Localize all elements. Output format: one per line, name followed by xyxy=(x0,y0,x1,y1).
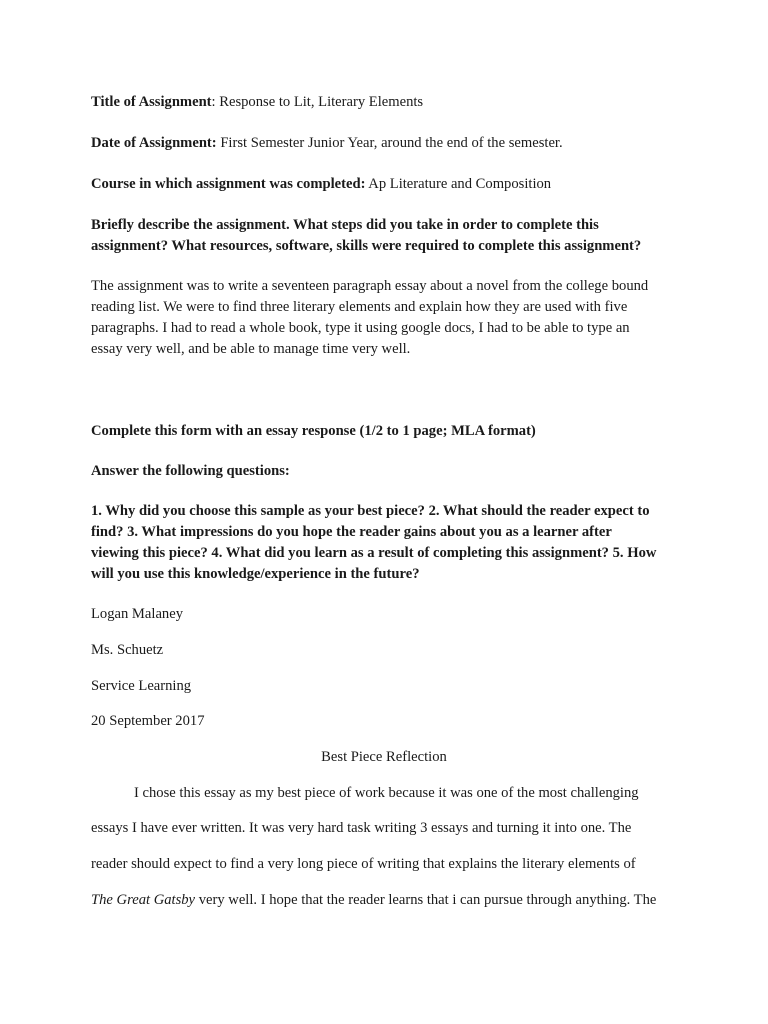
assignment-title-label: Title of Assignment xyxy=(91,94,212,110)
assignment-course-label: Course in which assignment was completed: xyxy=(91,176,366,192)
describe-prompt-line: assignment? What resources, software, skills were required to complete this assignment? xyxy=(91,238,642,254)
complete-form-prompt: Complete this form with an essay response (1/2 to 1 page; MLA format) xyxy=(91,423,536,439)
answer-following-heading: Answer the following questions: xyxy=(91,463,290,479)
essay-teacher-name: Ms. Schuetz xyxy=(91,642,164,658)
assignment-title-value: : Response to Lit, Literary Elements xyxy=(211,94,424,110)
essay-body-line: I chose this essay as my best piece of work because it was one of the most challenging xyxy=(134,785,639,801)
assignment-course-row xyxy=(91,177,551,192)
questions-line: viewing this piece? 4. What did you learn as a result of completing this assignment? 5. How xyxy=(91,545,657,561)
assignment-date-row xyxy=(91,136,563,151)
assignment-title-row xyxy=(91,95,423,110)
assignment-course-value: Ap Literature and Composition xyxy=(365,176,552,192)
describe-answer-line: essay very well, and be able to manage time very well. xyxy=(91,341,411,357)
describe-answer-line: reading list. We were to find three literary elements and explain how they are used with five xyxy=(91,299,628,315)
essay-date: 20 September 2017 xyxy=(91,713,205,729)
book-title: The Great Gatsby xyxy=(91,892,196,908)
essay-body-line: reader should expect to find a very long piece of writing that explains the literary elements of xyxy=(91,856,636,872)
describe-answer-line: The assignment was to write a seventeen paragraph essay about a novel from the college bound xyxy=(91,278,649,294)
assignment-date-label: Date of Assignment: xyxy=(91,135,217,151)
questions-line: will you use this knowledge/experience in the future? xyxy=(91,566,420,582)
questions-line: 1. Why did you choose this sample as your best piece? 2. What should the reader expect to xyxy=(91,503,650,519)
essay-title: Best Piece Reflection xyxy=(321,749,447,765)
essay-body-line xyxy=(91,893,656,908)
questions-line: find? 3. What impressions do you hope the reader gains about you as a learner after xyxy=(91,524,612,540)
essay-course-name: Service Learning xyxy=(91,678,192,694)
describe-answer-line: paragraphs. I had to read a whole book, type it using google docs, I had to be able to type an xyxy=(91,320,630,336)
essay-body-line-rest: very well. I hope that the reader learns that i can pursue through anything. The xyxy=(195,892,657,908)
describe-prompt-line: Briefly describe the assignment. What steps did you take in order to complete this xyxy=(91,217,599,233)
essay-student-name: Logan Malaney xyxy=(91,606,183,622)
assignment-date-value: First Semester Junior Year, around the end of the semester. xyxy=(216,135,563,151)
essay-body-line: essays I have ever written. It was very hard task writing 3 essays and turning it into one. The xyxy=(91,820,632,836)
